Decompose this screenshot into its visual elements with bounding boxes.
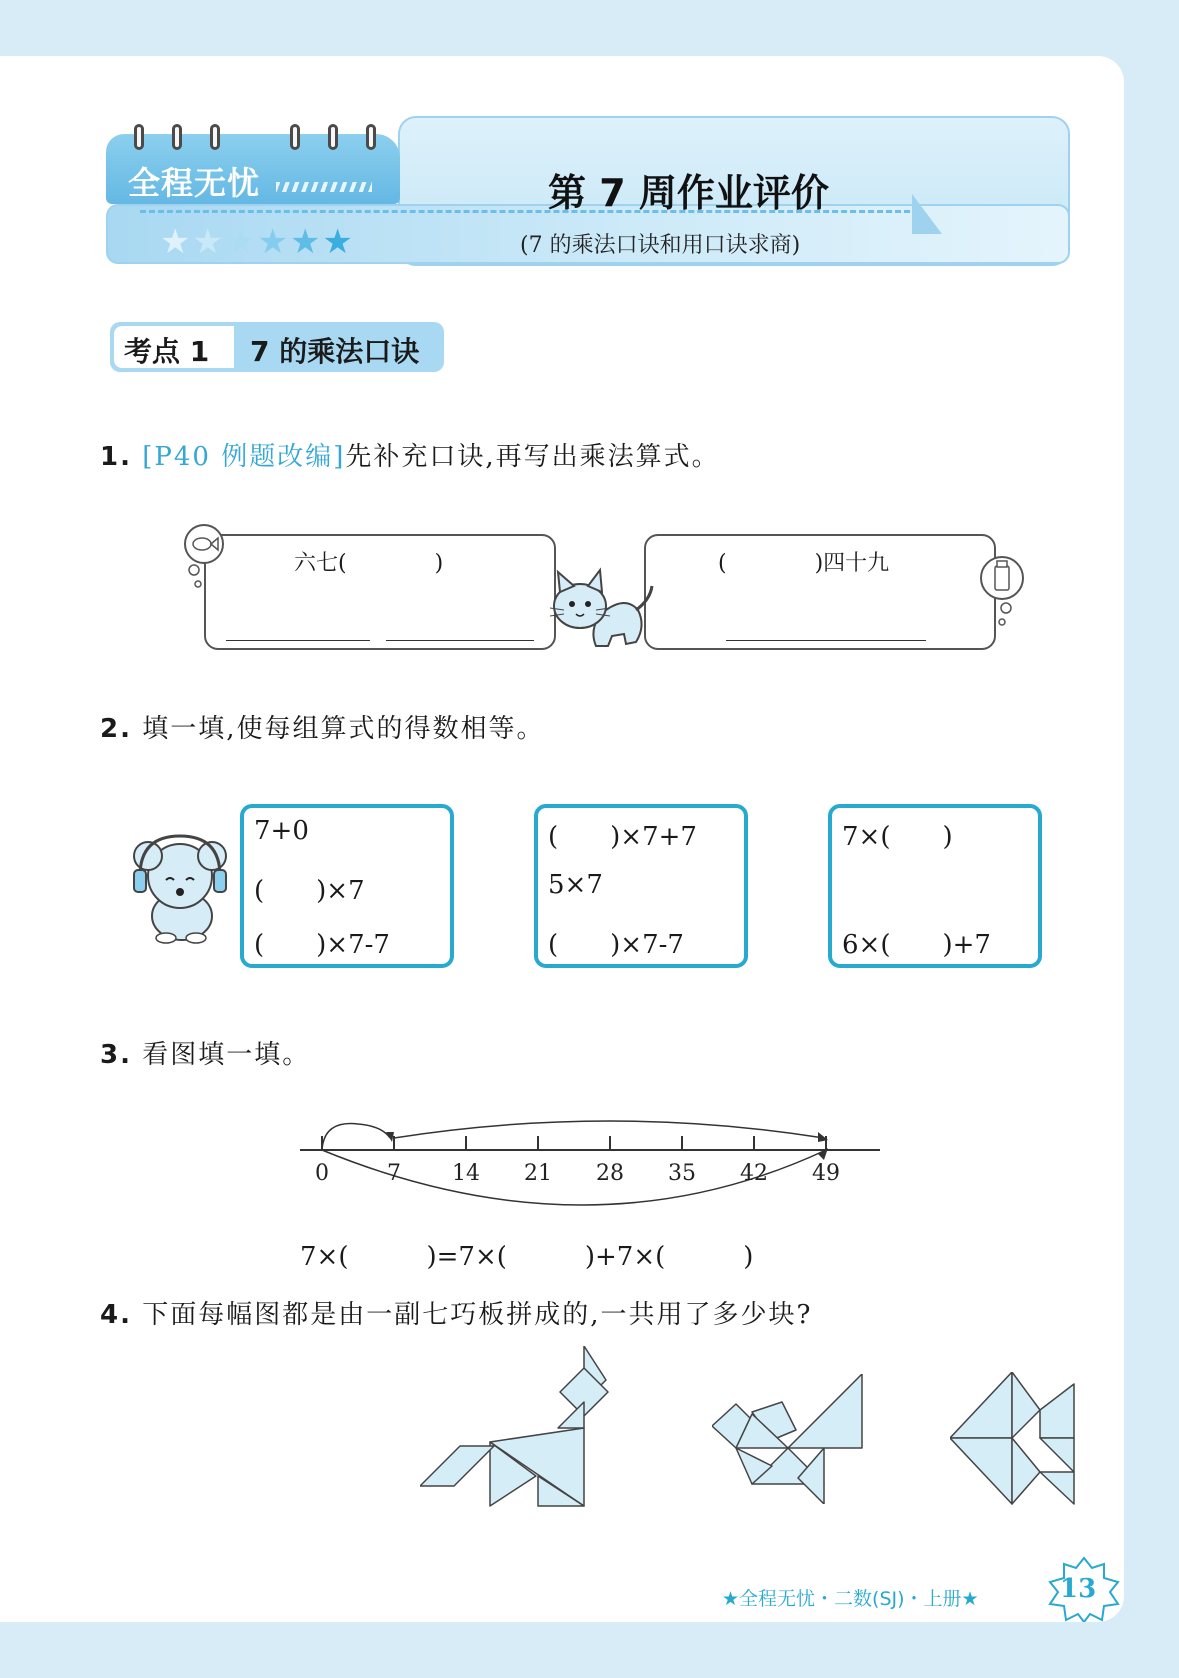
stars-icon: ★★★★★★ <box>160 222 355 262</box>
question-reference: [P40 例题改编] <box>142 442 346 472</box>
question-number: 4. <box>100 1300 132 1330</box>
section-title: 7 的乘法口诀 <box>250 335 420 368</box>
question-number: 2. <box>100 714 132 744</box>
page-title: 第 7 周作业评价 <box>548 171 829 215</box>
question-4 <box>100 1294 812 1331</box>
footer-text: ★全程无忧・二数(SJ)・上册★ <box>722 1588 979 1610</box>
answer-line[interactable] <box>726 640 926 641</box>
page-subtitle: (7 的乘法口诀和用口诀求商) <box>520 233 801 258</box>
question-text: 填一填,使每组算式的得数相等。 <box>142 714 545 744</box>
milk-bubble-icon <box>976 552 1028 628</box>
equation[interactable]: 6×( )+7 <box>842 930 991 960</box>
tick-label: 42 <box>740 1161 768 1186</box>
corner-decoration <box>912 194 942 234</box>
rhyme-prompt: ( )四十九 <box>718 551 890 576</box>
question-number: 3. <box>100 1040 132 1070</box>
question-text: 下面每幅图都是由一副七巧板拼成的,一共用了多少块? <box>142 1300 813 1330</box>
binder-ring-icon <box>366 124 376 150</box>
fill-expression[interactable]: 7×( )=7×( )+7×( ) <box>300 1242 754 1272</box>
tick-label: 49 <box>812 1161 840 1186</box>
number-line <box>290 1110 890 1220</box>
question-text: 先补充口诀,再写出乘法算式。 <box>345 442 720 472</box>
mouse-illustration-icon <box>130 830 234 944</box>
rhyme-prompt: 六七( ) <box>294 551 444 576</box>
section-tag-label: 考点 1 <box>124 335 210 368</box>
cat-illustration-icon <box>546 566 656 652</box>
tick-label: 35 <box>668 1161 696 1186</box>
question-1 <box>100 436 720 473</box>
answer-line[interactable] <box>226 640 370 641</box>
tangram-bird-icon <box>712 1374 866 1504</box>
equation[interactable]: ( )×7+7 <box>548 822 697 852</box>
tick-label: 7 <box>387 1161 401 1186</box>
binder-ring-icon <box>328 124 338 150</box>
question-number: 1. <box>100 442 132 472</box>
hatch-decoration <box>276 182 372 192</box>
equation[interactable]: ( )×7-7 <box>254 930 390 960</box>
binder-ring-icon <box>290 124 300 150</box>
equation[interactable]: ( )×7 <box>254 876 365 906</box>
tangram-horse-icon <box>420 1346 630 1510</box>
equation: 5×7 <box>548 870 603 900</box>
equation[interactable]: 7×( ) <box>842 822 953 852</box>
question-text: 看图填一填。 <box>142 1040 311 1070</box>
question-2 <box>100 708 545 745</box>
question-3 <box>100 1034 310 1071</box>
tick-label: 28 <box>596 1161 624 1186</box>
tick-label: 21 <box>524 1161 552 1186</box>
page-number: 13 <box>1060 1574 1097 1604</box>
equation[interactable]: ( )×7-7 <box>548 930 684 960</box>
brand-logo: 全程无忧 <box>128 164 261 202</box>
equation: 7+0 <box>254 816 309 846</box>
tangram-fish-icon <box>950 1372 1080 1506</box>
binder-ring-icon <box>172 124 182 150</box>
tick-label: 14 <box>452 1161 480 1186</box>
tick-label: 0 <box>315 1161 329 1186</box>
binder-ring-icon <box>134 124 144 150</box>
binder-ring-icon <box>210 124 220 150</box>
answer-line[interactable] <box>386 640 534 641</box>
fish-bubble-icon <box>180 522 228 592</box>
